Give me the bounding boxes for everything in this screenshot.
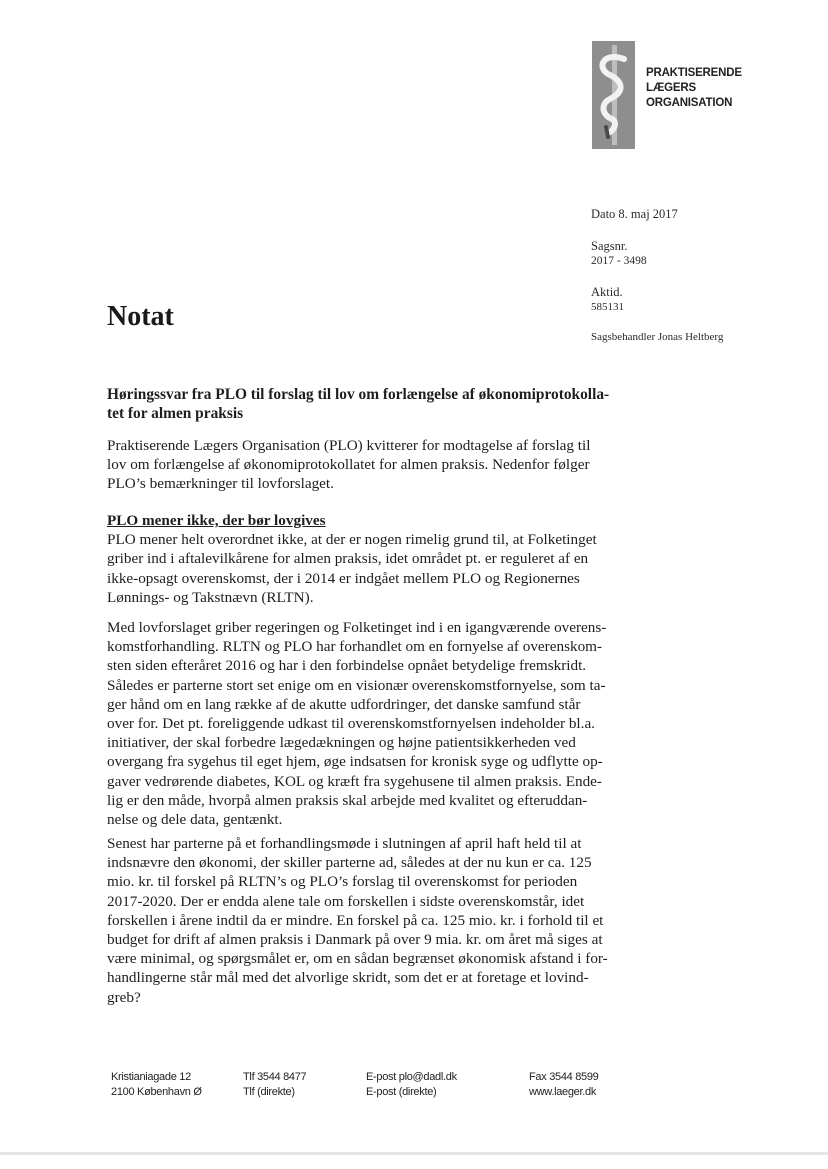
footer-email-main: E-post plo@dadl.dk — [366, 1071, 457, 1083]
org-name-line: PRAKTISERENDE — [646, 67, 742, 79]
org-name-line: LÆGERS — [646, 82, 696, 94]
org-name-line: ORGANISATION — [646, 97, 733, 109]
organisation-name — [646, 66, 742, 111]
text-line: indsnævre den økonomi, der skiller parterne ad, således at der nu kun er ca. 125 — [107, 854, 592, 872]
text-line: over for. Det pt. foreliggende udkast til overenskomstfornyelsen indeholder bl.a. — [107, 715, 595, 733]
text-line: lov om forlængelse af økonomiprotokollatet for almen praksis. Nedenfor følger — [107, 456, 590, 474]
footer-phone-direct: Tlf (direkte) — [243, 1086, 295, 1098]
section-plo-mener-ikke — [107, 511, 647, 607]
case-number-value: 2017 - 3498 — [591, 255, 647, 267]
text-line: Med lovforslaget griber regeringen og Folketinget ind i en igangværende overens- — [107, 619, 607, 636]
act-id-block — [591, 285, 624, 315]
text-line: ger hånd om en lang række af de akutte udfordringer, det danske samfund står — [107, 695, 581, 713]
text-line: komstforhandling. RLTN og PLO har forhandlet om en fornyelse af overenskom- — [107, 638, 603, 656]
footer-email — [366, 1070, 457, 1100]
text-line: lig er den måde, hvorpå almen praksis skal arbejde med kvalitet og efteruddan- — [107, 791, 588, 809]
case-handler: Sagsbehandler Jonas Heltberg — [591, 331, 724, 343]
text-line: handlingerne står mål med det alvorlige skridt, som det er at foretage et lovind- — [107, 969, 589, 987]
footer-email-direct: E-post (direkte) — [366, 1086, 437, 1098]
document-date: Dato 8. maj 2017 — [591, 207, 678, 221]
text-line: nelse og dele data, gentænkt. — [107, 811, 283, 829]
text-line: Således er parterne stort set enige om en visionær overenskomstfornyelse, som ta- — [107, 676, 606, 694]
footer-address-city: 2100 København Ø — [111, 1086, 202, 1098]
text-line: sten siden efteråret 2016 og har i den forbindelse opnået betydelige fremskridt. — [107, 657, 587, 675]
text-line: overgang fra sygehus til eget hjem, øge indsatsen for kronisk syge og udflytte op- — [107, 753, 603, 771]
case-number-label: Sagsnr. — [591, 239, 628, 253]
footer-address — [111, 1070, 202, 1100]
text-line: 2017-2020. Der er endda alene tale om forskellen i sidste overenskomstår, idet — [107, 892, 585, 910]
text-line: være minimal, og spørgsmålet er, om en sådan begrænset økonomisk afstand i for- — [107, 950, 608, 968]
paragraph-forhandlingsmoede — [107, 834, 647, 1007]
page-title: Notat — [107, 301, 174, 332]
text-line: Lønnings- og Takstnævn (RLTN). — [107, 588, 314, 606]
footer-website: www.laeger.dk — [529, 1086, 597, 1098]
text-line: mio. kr. til forskel på RLTN’s og PLO’s forslag til overenskomst for perioden — [107, 873, 578, 891]
text-line: PLO’s bemærkninger til lovforslaget. — [107, 475, 334, 493]
footer-fax: Fax 3544 8599 — [529, 1071, 599, 1083]
text-line: forskellen i årene indtil da er mindre. En forskel på ca. 125 mio. kr. i forhold til et — [107, 911, 604, 929]
heading-line: tet for almen praksis — [107, 405, 244, 422]
text-line: budget for drift af almen praksis i Danmark på over 9 mia. kr. om året må siges at — [107, 931, 603, 949]
text-line: initiativer, der skal forbedre lægedækningen og højne patientsikkerheden ved — [107, 734, 576, 752]
document-heading — [107, 385, 647, 423]
case-number-block — [591, 239, 647, 269]
footer-fax-web — [529, 1070, 599, 1100]
paragraph-forhandling — [107, 618, 647, 829]
text-line: gaver vedrørende diabetes, KOL og kræft fra sygehusene til almen praksis. Ende- — [107, 772, 602, 790]
footer-phone — [243, 1070, 306, 1100]
text-line: greb? — [107, 988, 141, 1006]
scan-edge-divider — [0, 1152, 828, 1155]
text-line: Praktiserende Lægers Organisation (PLO) kvitterer for modtagelse af forslag til — [107, 437, 591, 454]
text-line: PLO mener helt overordnet ikke, at der er nogen rimelig grund til, at Folketinget — [107, 531, 597, 549]
act-id-label: Aktid. — [591, 285, 623, 299]
intro-paragraph — [107, 436, 647, 494]
footer-phone-main: Tlf 3544 8477 — [243, 1071, 307, 1083]
staff-of-asclepius-icon — [592, 41, 635, 149]
text-line: Senest har parterne på et forhandlingsmøde i slutningen af april haft held til at — [107, 835, 582, 852]
section-subheading: PLO mener ikke, der bør lovgives — [107, 512, 326, 529]
act-id-value: 585131 — [591, 301, 624, 313]
heading-line: Høringssvar fra PLO til forslag til lov om forlængelse af økonomiprotokolla- — [107, 386, 610, 403]
organisation-logo — [592, 41, 635, 149]
footer-address-street: Kristianiagade 12 — [111, 1071, 191, 1083]
text-line: griber ind i aftalevilkårene for almen praksis, idet området pt. er reguleret af en — [107, 550, 589, 568]
text-line: ikke-opsagt overenskomst, der i 2014 er indgået mellem PLO og Regionernes — [107, 569, 580, 587]
